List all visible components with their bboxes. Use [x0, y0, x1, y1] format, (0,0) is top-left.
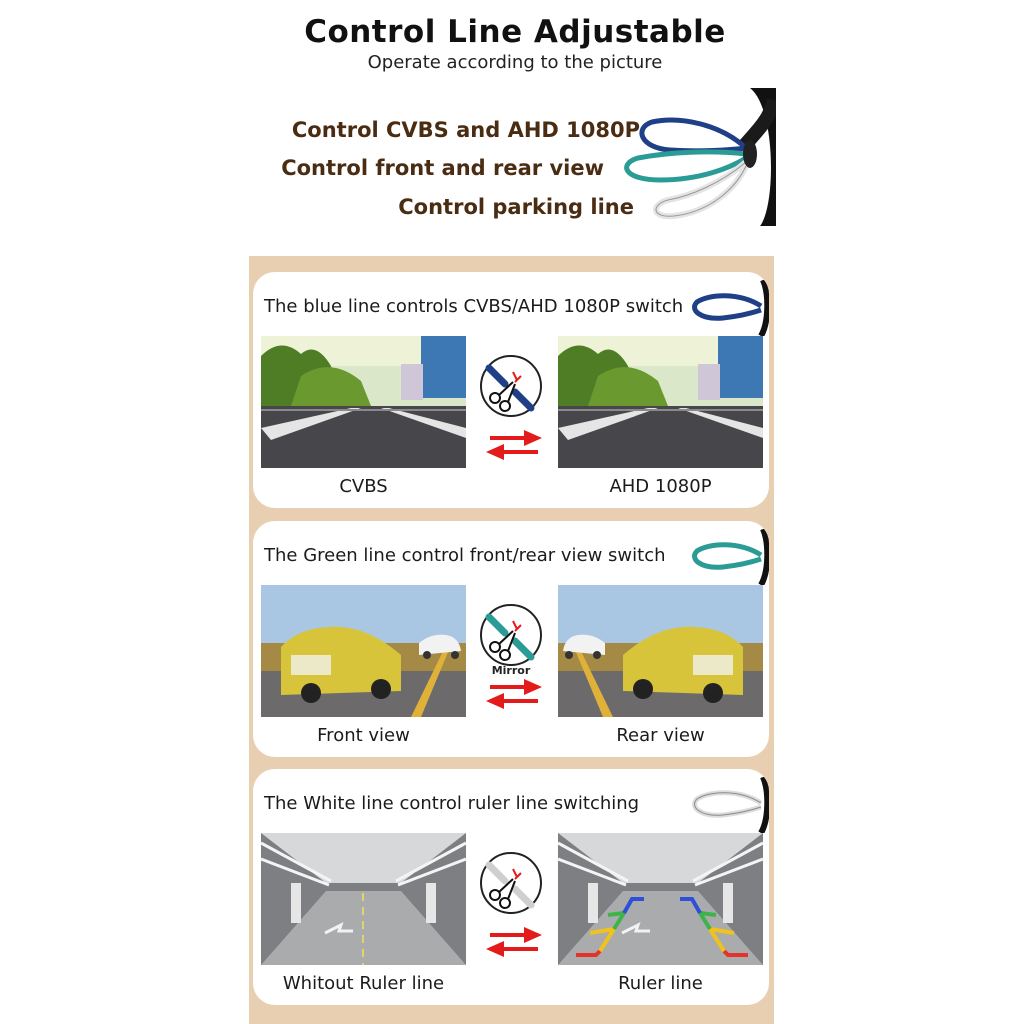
caption-right: Ruler line [618, 973, 703, 994]
legend-label-white: Control parking line [398, 195, 634, 219]
section-title: The blue line controls CVBS/AHD 1080P switch [264, 296, 684, 317]
caption-right: Rear view [616, 725, 705, 746]
caption-left: Front view [317, 725, 410, 746]
page-title: Control Line Adjustable [304, 14, 726, 50]
section-title: The White line control ruler line switching [264, 793, 640, 814]
front-view-image [261, 585, 466, 717]
blue-wire-icon [689, 280, 769, 336]
caption-right: AHD 1080P [609, 476, 712, 497]
caption-left: CVBS [339, 476, 388, 497]
legend-label-blue: Control CVBS and AHD 1080P [291, 118, 640, 142]
scissors-cut-icon [479, 851, 543, 915]
legend-label-green: Control front and rear view [281, 156, 604, 180]
section-title: The Green line control front/rear view switch [264, 545, 666, 566]
green-wire-icon [689, 529, 769, 585]
cvbs-road-image [261, 336, 466, 468]
swap-arrows-icon [486, 430, 542, 460]
swap-arrows-icon [486, 927, 542, 957]
without-ruler-image [261, 833, 466, 965]
section-ruler-line [253, 769, 769, 1005]
section-cvbs-ahd [253, 272, 769, 508]
swap-arrows-icon [486, 679, 542, 709]
scissors-cut-icon [479, 603, 543, 667]
camera-cable-icon [600, 88, 776, 226]
caption-left: Whitout Ruler line [282, 973, 445, 994]
with-ruler-image [558, 833, 763, 965]
rear-view-image [558, 585, 763, 717]
mirror-badge: Mirror [491, 664, 531, 677]
page-subtitle: Operate according to the picture [367, 52, 663, 73]
section-front-rear [253, 521, 769, 757]
white-wire-icon [689, 777, 769, 833]
scissors-cut-icon [479, 354, 543, 418]
ahd-road-image [558, 336, 763, 468]
